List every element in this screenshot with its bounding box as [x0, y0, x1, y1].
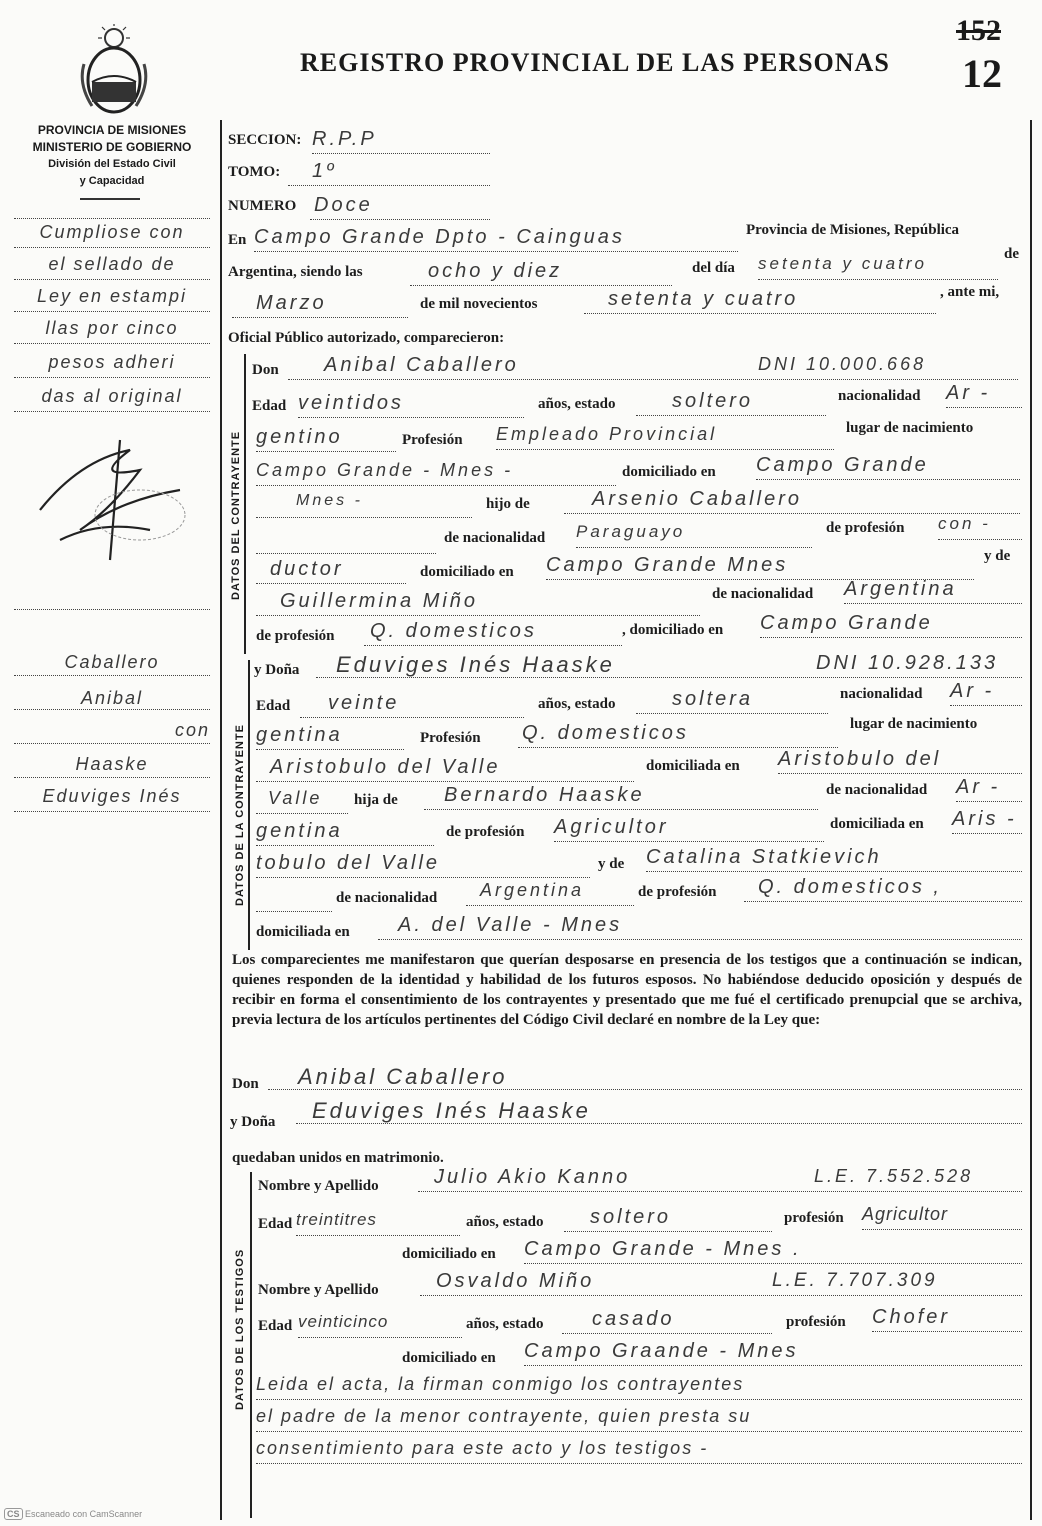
t2-edad-field [298, 1312, 462, 1338]
edad-value: veintidos [298, 392, 404, 414]
anio-field [584, 288, 936, 314]
t1-estado: soltero [590, 1206, 672, 1228]
blank-field [256, 886, 332, 912]
margin-rule [14, 410, 210, 412]
contrayente-dni: DNI 10.000.668 [758, 354, 927, 374]
decl-dona-label: y Doña [230, 1114, 276, 1130]
coat-of-arms-icon [78, 24, 150, 116]
closing-note-line [256, 1406, 1022, 1432]
madre-dom-label: , domiciliado en [622, 622, 724, 638]
estado-value: soltero [672, 390, 754, 412]
t1-dom-label: domiciliado en [402, 1246, 496, 1262]
edad-field [298, 392, 524, 418]
edad-label: Edad [252, 398, 287, 414]
margin-note-line: llas por cinco [45, 318, 179, 338]
dom-value-2: Valle [268, 788, 323, 808]
estado-field [636, 688, 828, 714]
closing-note: el padre de la menor contrayente, quien presta su [256, 1406, 752, 1426]
padre-dom-field [546, 554, 974, 580]
ante-mi-text: , ante mi, [940, 284, 1000, 300]
prof-label: Profesión [420, 730, 481, 746]
t1-doc: L.E. 7.552.528 [814, 1166, 974, 1186]
closing-note-line [256, 1374, 1022, 1400]
unidos-text: quedaban unidos en matrimonio. [232, 1150, 444, 1166]
prof-value: Q. domesticos [522, 722, 689, 744]
anio-value: setenta y cuatro [608, 288, 799, 310]
t2-prof: Chofer [872, 1306, 951, 1328]
t1-prof-label: profesión [784, 1210, 844, 1226]
madre-prof-label: de profesión [638, 884, 717, 900]
decl-dona-name: Eduviges Inés Haaske [312, 1098, 591, 1123]
madre-dom-field [378, 914, 1022, 940]
de-label: de [1004, 246, 1019, 262]
margin-name-line: Anibal [80, 688, 144, 708]
seccion-value: R.P.P [312, 128, 377, 150]
margin-note-line: das al original [41, 386, 183, 406]
closing-note: consentimiento para este acto y los testigos - [256, 1438, 709, 1458]
numero-label: NUMERO [228, 198, 297, 214]
padre-dom-value-2: tobulo del Valle [256, 852, 441, 874]
t2-dom-label: domiciliado en [402, 1350, 496, 1366]
margin-name-line: Eduviges Inés [42, 786, 182, 806]
edad-label: Edad [256, 698, 291, 714]
t2-dom-field [524, 1340, 1022, 1366]
edad-field [300, 692, 524, 718]
prof-field [496, 424, 834, 450]
nac-value-2: gentina [256, 724, 343, 746]
right-border [1030, 120, 1032, 1520]
t1-edad-field [296, 1210, 460, 1236]
padre-name: Bernardo Haaske [444, 784, 645, 806]
decl-don-field [268, 1064, 1022, 1090]
nac-field-2 [256, 724, 404, 750]
lugar-nac-label: lugar de nacimiento [850, 716, 978, 732]
t2-doc: L.E. 7.707.309 [772, 1270, 938, 1291]
margin-rule-top [14, 218, 210, 219]
issuer-block [14, 122, 210, 190]
hora-field [410, 260, 672, 286]
madre-prof-field [364, 620, 622, 646]
madre-dom-field [760, 612, 1022, 638]
blank-field [256, 528, 436, 554]
page-title: REGISTRO PROVINCIAL DE LAS PERSONAS [300, 48, 890, 77]
margin-rule [14, 810, 210, 812]
scanner-text: Escaneado con CamScanner [25, 1509, 143, 1519]
oficial-text: Oficial Público autorizado, comparecieron: [228, 330, 505, 346]
padre-dom-field-2 [256, 852, 590, 878]
t1-dom: Campo Grande - Mnes . [524, 1238, 802, 1260]
hora-value: ocho y diez [428, 260, 563, 282]
dom-label: domiciliada en [646, 758, 740, 774]
dom-field-2 [256, 788, 348, 814]
madre-prof-value: Q. domesticos , [758, 876, 942, 898]
padre-prof-field [938, 514, 1022, 540]
padre-prof-value: Agricultor [554, 816, 669, 838]
padre-nac-label: de nacionalidad [444, 530, 546, 546]
padre-nac-label: de nacionalidad [826, 782, 928, 798]
padre-field [564, 488, 1020, 514]
contrayenta-section-label: DATOS DE LA CONTRAYENTE [234, 724, 246, 906]
estado-value: soltera [672, 688, 754, 710]
section-divider [248, 660, 250, 950]
y-de-label: y de [984, 548, 1011, 564]
lugar-field [254, 226, 738, 252]
t1-edad: treintitres [296, 1210, 377, 1229]
dom-label: domiciliado en [622, 464, 716, 480]
tomo-field [288, 160, 490, 186]
margin-name-line: Haaske [75, 754, 149, 774]
lugar-nac-label: lugar de nacimiento [846, 420, 974, 436]
padre-nac-field [956, 776, 1022, 802]
padre-prof-label: de profesión [826, 520, 905, 536]
t2-prof-field [872, 1306, 1022, 1332]
padre-dom-label: domiciliada en [830, 816, 924, 832]
padre-prof-label: de profesión [446, 824, 525, 840]
nac-label: nacionalidad [840, 686, 923, 702]
hija-label: hija de [354, 792, 398, 808]
argentina-text: Argentina, siendo las [228, 264, 363, 280]
dom-field-2 [256, 492, 472, 518]
madre-nac-label: de nacionalidad [336, 890, 438, 906]
margin-rule [14, 246, 210, 248]
madre-dom-value: A. del Valle - Mnes [398, 914, 623, 936]
contrayenta-name: Eduviges Inés Haaske [336, 652, 615, 677]
margin-rule [14, 708, 210, 710]
hijo-label: hijo de [486, 496, 530, 512]
t2-nombre-label: Nombre y Apellido [258, 1282, 379, 1298]
issuer-division-2: y Capacidad [79, 175, 145, 187]
lugar-nac-field [256, 460, 616, 486]
padre-nac-field [576, 522, 812, 548]
section-divider [250, 1172, 252, 1518]
t1-dom-field [524, 1238, 1022, 1264]
estado-label: años, estado [538, 696, 616, 712]
madre-dom-value: Campo Grande [760, 612, 933, 634]
contrayente-name-field [288, 354, 1018, 380]
padre-field [424, 784, 818, 810]
t1-prof: Agricultor [862, 1204, 949, 1224]
t1-prof-field [862, 1204, 1022, 1230]
margin-note-line: el sellado de [48, 254, 176, 274]
tomo-label: TOMO: [228, 164, 281, 180]
margin-rule [14, 278, 210, 280]
dom-value: Campo Grande [756, 454, 929, 476]
corner-number: 12 [962, 51, 1002, 96]
padre-nac-field-2 [256, 820, 434, 846]
t1-estado-label: años, estado [466, 1214, 544, 1230]
t2-nombre: Osvaldo Miño [436, 1270, 595, 1292]
seccion-label: SECCION: [228, 132, 302, 148]
lugar-value: Campo Grande Dpto - Cainguas [254, 226, 625, 248]
t2-estado-field [562, 1308, 772, 1334]
t2-dom: Campo Graande - Mnes [524, 1340, 799, 1362]
padre-dom-field [952, 808, 1022, 834]
t2-nombre-field [420, 1270, 1022, 1296]
dom-value: Aristobulo del [778, 748, 942, 770]
madre-prof-field [744, 876, 1022, 902]
t2-estado: casado [592, 1308, 675, 1330]
section-divider [244, 354, 246, 654]
padre-name: Arsenio Caballero [592, 488, 802, 510]
margin-rule [14, 310, 210, 312]
numero-field [310, 194, 490, 220]
t2-prof-label: profesión [786, 1314, 846, 1330]
madre-dom-label: domiciliada en [256, 924, 350, 940]
margin-note-line: pesos adheri [48, 352, 176, 372]
corner-struck-number: 152 [956, 14, 1001, 47]
estado-label: años, estado [538, 396, 616, 412]
dom-field [756, 454, 1020, 480]
madre-nac-label: de nacionalidad [712, 586, 814, 602]
t1-nombre-label: Nombre y Apellido [258, 1178, 379, 1194]
en-label: En [228, 232, 247, 248]
nac-field-2 [256, 426, 396, 452]
don-label: Don [252, 362, 279, 378]
contrayente-section-label: DATOS DEL CONTRAYENTE [230, 430, 242, 600]
scanner-watermark [4, 1508, 142, 1520]
margin-divider [220, 120, 222, 1520]
dom-field [778, 748, 1022, 774]
decl-dona-field [296, 1098, 1022, 1124]
lugar-nac-value: Campo Grande - Mnes - [256, 460, 514, 480]
margin-rule [14, 674, 210, 676]
edad-value: veinte [328, 692, 400, 714]
issuer-rule [80, 198, 140, 200]
issuer-province: PROVINCIA DE MISIONES [37, 123, 187, 137]
padre-dom-label: domiciliado en [420, 564, 514, 580]
madre-field [646, 846, 1022, 872]
provincia-text: Provincia de Misiones, República [746, 222, 960, 238]
padre-prof-field [554, 816, 824, 842]
padre-prof-value: con - [938, 514, 991, 533]
nac-field [950, 680, 1022, 706]
t1-nombre: Julio Akio Kanno [434, 1166, 631, 1188]
contrayente-name: Anibal Caballero [324, 354, 519, 376]
nac-value: Ar - [950, 680, 995, 702]
estado-field [636, 390, 826, 416]
nac-label: nacionalidad [838, 388, 921, 404]
margin-rule [14, 776, 210, 778]
padre-nac-value: Paraguayo [576, 522, 686, 541]
t2-edad-label: Edad [258, 1318, 293, 1334]
tomo-value: 1º [312, 160, 337, 182]
madre-name: Guillermina Miño [280, 590, 479, 612]
t2-edad: veinticinco [298, 1312, 389, 1331]
margin-name-line: Caballero [64, 652, 160, 672]
margin-rule [14, 608, 210, 610]
testigos-section-label: DATOS DE LOS TESTIGOS [234, 1248, 246, 1410]
declaration-paragraph: Los comparecientes me manifestaron que querían desposarse en presencia de los testigos que a continuación se indican, quienes responden de la identidad y habilidad de los futuros esposos. No habiéndose deducido oposición y después de recibir en forma el consentimiento de los contrayentes y presentado que me fué el certificado prenupcial que se archiva, previa lectura de los artículos pertinentes del Código Civil declaré en nombre de la Ley que: [232, 952, 1022, 1028]
lugar-nac-value: Aristobulo del Valle [270, 756, 501, 778]
prof-value: Empleado Provincial [496, 424, 718, 444]
margin-rule [14, 342, 210, 344]
padre-dom-value: Aris - [952, 808, 1017, 830]
dia-value: setenta y cuatro [758, 254, 927, 273]
prof-label: Profesión [402, 432, 463, 448]
margin-name-line: con [174, 720, 210, 740]
padre-nac-value-2: gentina [256, 820, 343, 842]
margin-rule [14, 376, 210, 378]
contrayenta-dni: DNI 10.928.133 [816, 652, 999, 674]
y-de-label: y de [598, 856, 625, 872]
nac-value-2: gentino [256, 426, 343, 448]
dom-value-2: Mnes - [296, 492, 363, 509]
madre-nac-value: Argentina [844, 578, 957, 600]
seccion-field [312, 128, 490, 154]
madre-nac-field [844, 578, 1022, 604]
margin-note-line: Cumpliose con [39, 222, 185, 242]
issuer-division: División del Estado Civil [48, 158, 176, 170]
madre-prof-value: Q. domesticos [370, 620, 537, 642]
t2-estado-label: años, estado [466, 1316, 544, 1332]
mes-field [232, 292, 408, 318]
nac-field [946, 382, 1022, 408]
t1-nombre-field [418, 1166, 1022, 1192]
padre-dom-value: Campo Grande Mnes [546, 554, 789, 576]
signature-icon [20, 420, 200, 570]
madre-prof-label: de profesión [256, 628, 335, 644]
lugar-nac-field [256, 756, 634, 782]
padre-prof-value-2: ductor [270, 558, 344, 580]
prof-field [518, 722, 838, 748]
margin-note-line: Ley en estampi [36, 286, 188, 306]
madre-nac-field [466, 880, 634, 906]
t1-edad-label: Edad [258, 1216, 293, 1232]
margin-rule [14, 742, 210, 744]
padre-prof-field-2 [256, 558, 406, 584]
mes-value: Marzo [256, 292, 327, 314]
dona-label: y Doña [254, 662, 300, 678]
closing-note-line [256, 1438, 1022, 1464]
issuer-ministry: MINISTERIO DE GOBIERNO [32, 140, 192, 154]
madre-field [256, 590, 700, 616]
madre-name: Catalina Statkievich [646, 846, 882, 868]
del-dia-label: del día [692, 260, 735, 276]
decl-don-label: Don [232, 1076, 259, 1092]
mil-text: de mil novecientos [420, 296, 538, 312]
numero-value: Doce [314, 194, 373, 216]
contrayenta-name-field [316, 652, 1022, 678]
dia-field [758, 254, 998, 280]
t1-estado-field [564, 1206, 772, 1232]
nac-value: Ar - [946, 382, 991, 404]
padre-nac-value: Ar - [956, 776, 1001, 798]
madre-nac-value: Argentina [480, 880, 585, 900]
camscanner-icon: CS [4, 1508, 23, 1520]
closing-note: Leida el acta, la firman conmigo los contrayentes [256, 1374, 745, 1394]
decl-don-name: Anibal Caballero [298, 1064, 508, 1089]
